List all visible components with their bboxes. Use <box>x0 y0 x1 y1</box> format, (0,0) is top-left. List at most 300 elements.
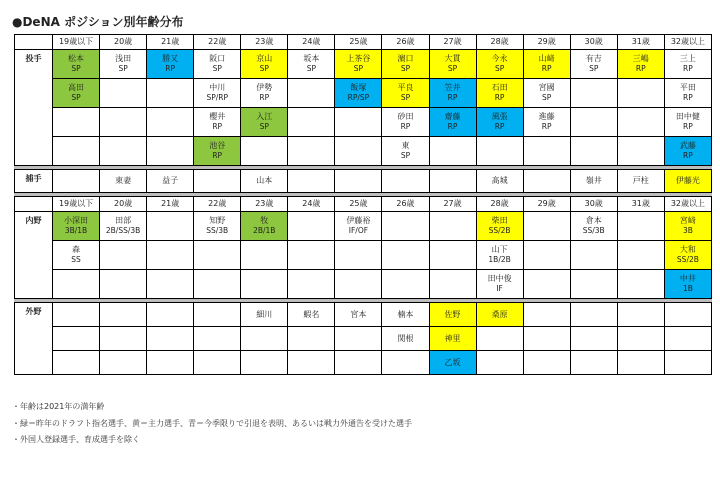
player-cell <box>194 327 241 351</box>
player-cell <box>53 327 100 351</box>
player-position: RP <box>400 122 411 131</box>
player-name: 大和 <box>679 245 696 254</box>
player-cell <box>194 303 241 327</box>
player-cell <box>523 79 570 108</box>
player-name: 浅田 <box>115 54 132 63</box>
player-name: 三嶋 <box>632 54 649 63</box>
player-name: 櫻井 <box>209 112 226 121</box>
age-header-row <box>15 35 712 50</box>
player-cell <box>523 137 570 166</box>
player-cell <box>288 137 335 166</box>
player-cell <box>288 170 335 193</box>
player-cell <box>335 79 382 108</box>
player-position: IF <box>496 284 503 293</box>
player-cell <box>53 351 100 375</box>
player-cell <box>617 270 664 299</box>
player-name: 齋藤 <box>444 112 461 121</box>
age-header-cell: 27歳 <box>429 197 476 212</box>
player-cell <box>664 79 711 108</box>
player-position: RP <box>683 151 693 160</box>
player-cell <box>523 270 570 299</box>
player-cell <box>53 270 100 299</box>
player-cell <box>476 241 523 270</box>
player-cell <box>335 137 382 166</box>
player-cell <box>382 327 429 351</box>
player-cell <box>335 241 382 270</box>
player-cell <box>241 270 288 299</box>
player-position: 3B <box>682 226 693 235</box>
player-cell <box>617 50 664 79</box>
age-header-cell: 30歳 <box>570 197 617 212</box>
player-cell <box>664 351 711 375</box>
player-cell <box>382 241 429 270</box>
player-cell <box>476 108 523 137</box>
pitcher-row <box>15 137 712 166</box>
player-cell <box>241 50 288 79</box>
age-header-cell: 20歳 <box>100 197 147 212</box>
player-cell <box>429 241 476 270</box>
player-name: 伊藤裕 <box>346 216 371 225</box>
player-cell <box>288 50 335 79</box>
infield-row <box>15 212 712 241</box>
player-cell <box>288 108 335 137</box>
note-color-legend: ・緑＝昨年のドラフト指名選手、黄＝主力選手、青＝今季限りで引退を表明、あるいは戦力外通告を受けた選手 <box>12 418 412 428</box>
player-name: 神里 <box>444 333 461 343</box>
player-position: RP/SP <box>347 93 370 102</box>
player-cell <box>664 170 711 193</box>
player-cell <box>664 270 711 299</box>
player-cell <box>523 327 570 351</box>
player-cell <box>382 270 429 299</box>
player-position: RP <box>259 93 270 102</box>
age-header-cell: 19歳以下 <box>53 197 100 212</box>
player-position: 2B/SS/3B <box>105 226 141 235</box>
player-position: RP <box>165 64 176 73</box>
player-position: RP <box>541 64 552 73</box>
player-cell <box>429 50 476 79</box>
player-cell <box>382 351 429 375</box>
player-name: 柴田 <box>491 216 508 225</box>
player-name: 宮﨑 <box>679 216 696 225</box>
notes <box>12 399 412 449</box>
player-cell <box>241 327 288 351</box>
player-position: RP <box>635 64 646 73</box>
player-name: 伊勢 <box>256 83 273 92</box>
player-cell <box>523 50 570 79</box>
player-cell <box>523 170 570 193</box>
infield-section-label: 内野 <box>15 212 53 299</box>
outfield-row <box>15 303 712 327</box>
player-name: 田中健 <box>675 112 700 121</box>
player-position: SP <box>400 93 411 102</box>
player-cell <box>617 241 664 270</box>
player-cell <box>476 50 523 79</box>
player-position: SP <box>494 64 505 73</box>
player-position: RP <box>683 122 693 131</box>
player-cell <box>570 270 617 299</box>
player-name: 牧 <box>260 216 269 225</box>
player-position: SS/3B <box>582 226 605 235</box>
player-cell <box>476 351 523 375</box>
player-cell <box>429 170 476 193</box>
player-name: 阪口 <box>209 54 226 63</box>
player-name: 楠本 <box>397 309 414 319</box>
player-name: 山﨑 <box>538 54 555 63</box>
pitcher-section-label: 投手 <box>15 50 53 166</box>
age-header-cell: 22歳 <box>194 197 241 212</box>
player-cell <box>523 108 570 137</box>
player-cell <box>100 241 147 270</box>
outfield-section-label: 外野 <box>15 303 53 375</box>
player-cell <box>288 303 335 327</box>
note-age-basis: ・年齢は2021年の満年齢 <box>12 402 105 411</box>
player-cell <box>570 212 617 241</box>
player-cell <box>100 327 147 351</box>
player-name: 砂田 <box>397 112 414 121</box>
age-header-cell: 26歳 <box>382 35 429 50</box>
player-position: SP <box>71 64 81 73</box>
age-header-cell: 25歳 <box>335 35 382 50</box>
player-cell <box>147 327 194 351</box>
player-cell <box>570 108 617 137</box>
player-position: SP <box>306 64 316 73</box>
player-cell <box>100 270 147 299</box>
player-position: 3B/1B <box>64 226 88 235</box>
player-cell <box>100 137 147 166</box>
player-position: 1B/2B <box>488 255 511 264</box>
player-name: 宮本 <box>350 309 367 319</box>
player-name: 佐野 <box>444 309 461 319</box>
player-position: SP <box>71 93 81 102</box>
player-name: 武藤 <box>679 141 696 150</box>
player-cell <box>241 137 288 166</box>
player-cell <box>147 270 194 299</box>
player-cell <box>429 351 476 375</box>
age-header-cell: 26歳 <box>382 197 429 212</box>
player-name: 知野 <box>209 216 226 225</box>
player-name: 倉本 <box>585 216 602 225</box>
player-name: 松本 <box>68 54 85 63</box>
player-name: 今永 <box>491 54 508 63</box>
player-name: 益子 <box>162 176 179 185</box>
player-name: 勝又 <box>162 54 179 63</box>
player-cell <box>335 212 382 241</box>
pitcher-row <box>15 79 712 108</box>
age-distribution-table <box>14 34 712 375</box>
age-header-cell: 22歳 <box>194 35 241 50</box>
player-cell <box>617 137 664 166</box>
player-cell <box>147 137 194 166</box>
player-cell <box>147 351 194 375</box>
player-cell <box>617 212 664 241</box>
player-cell <box>100 212 147 241</box>
player-cell <box>194 212 241 241</box>
age-header-cell: 28歳 <box>476 35 523 50</box>
player-cell <box>241 170 288 193</box>
age-header-cell: 24歳 <box>288 35 335 50</box>
age-header-cell: 30歳 <box>570 35 617 50</box>
player-cell <box>617 170 664 193</box>
player-cell <box>335 351 382 375</box>
player-cell <box>53 170 100 193</box>
player-cell <box>288 79 335 108</box>
player-position: RP <box>683 93 693 102</box>
age-header-cell: 19歳以下 <box>53 35 100 50</box>
player-name: 田中俊 <box>487 274 512 283</box>
player-cell <box>382 50 429 79</box>
player-position: 1B <box>682 284 693 293</box>
outfield-row <box>15 351 712 375</box>
player-cell <box>570 351 617 375</box>
player-position: SS/2B <box>676 255 699 264</box>
player-position: SP <box>259 122 269 131</box>
player-cell <box>664 327 711 351</box>
player-name: 坂本 <box>303 54 320 63</box>
player-position: 2B/1B <box>253 226 276 235</box>
player-name: 石田 <box>491 83 508 92</box>
player-name: 平田 <box>679 83 696 92</box>
player-cell <box>523 303 570 327</box>
player-cell <box>570 50 617 79</box>
player-position: SP <box>259 64 269 73</box>
player-cell <box>382 79 429 108</box>
age-header-cell: 32歳以上 <box>664 197 711 212</box>
age-header-cell: 23歳 <box>241 197 288 212</box>
player-cell <box>147 50 194 79</box>
player-cell <box>241 212 288 241</box>
pitcher-row <box>15 108 712 137</box>
player-cell <box>570 327 617 351</box>
player-cell <box>664 212 711 241</box>
player-position: RP <box>683 64 693 73</box>
age-header-cell: 25歳 <box>335 197 382 212</box>
player-cell <box>335 170 382 193</box>
player-cell <box>429 303 476 327</box>
catcher-row <box>15 170 712 193</box>
player-name: 蝦名 <box>303 309 320 319</box>
player-name: 笠井 <box>444 83 461 92</box>
player-name: 池谷 <box>209 141 226 150</box>
player-position: SS <box>71 255 81 264</box>
player-cell <box>53 212 100 241</box>
player-cell <box>476 327 523 351</box>
player-cell <box>147 170 194 193</box>
age-header-cell: 29歳 <box>523 35 570 50</box>
player-cell <box>429 212 476 241</box>
player-name: 進藤 <box>538 112 555 121</box>
age-header-cell: 21歳 <box>147 35 194 50</box>
outfield-row <box>15 327 712 351</box>
player-name: 宮國 <box>538 83 555 92</box>
page-title: ●DeNA ポジション別年齢分布 <box>12 15 184 29</box>
player-cell <box>241 351 288 375</box>
age-header-cell: 29歳 <box>523 197 570 212</box>
player-cell <box>570 241 617 270</box>
player-position: RP <box>494 93 505 102</box>
player-cell <box>335 303 382 327</box>
player-position: SP <box>118 64 128 73</box>
player-cell <box>476 79 523 108</box>
player-position: RP <box>447 122 458 131</box>
player-name: 森 <box>72 245 81 254</box>
player-name: 桑原 <box>491 309 508 319</box>
player-cell <box>335 50 382 79</box>
player-name: 中川 <box>209 83 226 92</box>
player-name: 東妻 <box>115 176 132 185</box>
player-cell <box>382 170 429 193</box>
player-cell <box>53 79 100 108</box>
player-cell <box>147 241 194 270</box>
header-blank <box>15 35 53 50</box>
player-name: 京山 <box>256 54 273 63</box>
player-name: 高田 <box>68 83 85 92</box>
player-cell <box>570 170 617 193</box>
player-cell <box>476 137 523 166</box>
age-header-cell: 31歳 <box>617 197 664 212</box>
player-cell <box>429 327 476 351</box>
player-cell <box>53 303 100 327</box>
player-cell <box>53 108 100 137</box>
player-position: SS/3B <box>206 226 229 235</box>
player-name: 戸柱 <box>632 176 649 185</box>
player-cell <box>382 108 429 137</box>
age-header-cell: 31歳 <box>617 35 664 50</box>
player-name: 風張 <box>491 112 508 121</box>
player-cell <box>194 170 241 193</box>
player-cell <box>241 241 288 270</box>
player-cell <box>664 137 711 166</box>
age-header-cell: 27歳 <box>429 35 476 50</box>
player-cell <box>100 108 147 137</box>
age-header-cell: 28歳 <box>476 197 523 212</box>
player-cell <box>523 212 570 241</box>
age-header-cell: 23歳 <box>241 35 288 50</box>
age-header-cell: 20歳 <box>100 35 147 50</box>
player-name: 三上 <box>679 54 696 63</box>
player-name: 入江 <box>256 112 273 121</box>
age-header-cell: 24歳 <box>288 197 335 212</box>
player-name: 山本 <box>256 176 273 185</box>
player-position: RP <box>494 122 505 131</box>
player-name: 上茶谷 <box>346 54 371 63</box>
player-cell <box>617 303 664 327</box>
infield-row <box>15 241 712 270</box>
player-name: 濵口 <box>397 54 414 63</box>
player-cell <box>241 108 288 137</box>
player-cell <box>664 108 711 137</box>
player-name: 細川 <box>256 309 273 319</box>
player-name: 髙城 <box>491 176 508 185</box>
age-header-cell: 32歳以上 <box>664 35 711 50</box>
player-position: SP <box>212 64 222 73</box>
player-cell <box>100 351 147 375</box>
player-name: 田部 <box>115 216 132 225</box>
player-cell <box>147 303 194 327</box>
player-cell <box>288 327 335 351</box>
note-exclusions: ・外国人登録選手、育成選手を除く <box>12 435 140 444</box>
player-position: RP <box>212 151 223 160</box>
player-cell <box>429 137 476 166</box>
player-position: RP <box>212 122 223 131</box>
age-header-cell: 21歳 <box>147 197 194 212</box>
player-cell <box>664 241 711 270</box>
player-cell <box>664 50 711 79</box>
player-cell <box>382 137 429 166</box>
player-name: 大貫 <box>444 54 461 63</box>
player-cell <box>147 79 194 108</box>
player-cell <box>288 351 335 375</box>
player-cell <box>194 108 241 137</box>
player-name: 乙坂 <box>444 357 461 367</box>
player-position: SP <box>589 64 599 73</box>
player-name: 伊藤光 <box>675 176 700 185</box>
player-cell <box>476 303 523 327</box>
player-cell <box>476 212 523 241</box>
player-cell <box>570 137 617 166</box>
player-cell <box>429 108 476 137</box>
player-cell <box>53 241 100 270</box>
player-cell <box>241 303 288 327</box>
player-cell <box>53 50 100 79</box>
player-cell <box>147 212 194 241</box>
player-cell <box>335 327 382 351</box>
pitcher-row <box>15 50 712 79</box>
player-name: 嶺井 <box>585 176 602 185</box>
player-position: IF/OF <box>348 226 369 235</box>
player-cell <box>194 79 241 108</box>
player-position: SP <box>447 64 458 73</box>
player-cell <box>523 351 570 375</box>
player-name: 小深田 <box>64 216 89 225</box>
player-position: RP <box>447 93 458 102</box>
player-cell <box>429 270 476 299</box>
player-cell <box>617 327 664 351</box>
player-cell <box>617 351 664 375</box>
player-cell <box>288 270 335 299</box>
player-position: RP <box>541 122 552 131</box>
player-cell <box>194 241 241 270</box>
player-name: 東 <box>401 141 410 150</box>
player-name: 山下 <box>491 245 508 254</box>
player-name: 有吉 <box>585 54 602 63</box>
player-cell <box>335 108 382 137</box>
player-position: SS/2B <box>488 226 511 235</box>
player-cell <box>476 170 523 193</box>
player-cell <box>382 212 429 241</box>
player-position: SP <box>400 64 411 73</box>
player-name: 平良 <box>397 83 414 92</box>
player-cell <box>241 79 288 108</box>
player-position: SP <box>542 93 552 102</box>
player-position: SP/RP <box>206 93 228 102</box>
player-cell <box>617 108 664 137</box>
player-name: 飯塚 <box>350 83 367 92</box>
header-blank <box>15 197 53 212</box>
player-cell <box>429 79 476 108</box>
player-cell <box>288 241 335 270</box>
player-cell <box>100 170 147 193</box>
age-header-row <box>15 197 712 212</box>
player-cell <box>523 241 570 270</box>
player-cell <box>476 270 523 299</box>
player-cell <box>147 108 194 137</box>
player-cell <box>570 79 617 108</box>
player-cell <box>335 270 382 299</box>
player-cell <box>194 270 241 299</box>
player-cell <box>194 137 241 166</box>
player-cell <box>288 212 335 241</box>
player-name: 中井 <box>679 274 696 283</box>
